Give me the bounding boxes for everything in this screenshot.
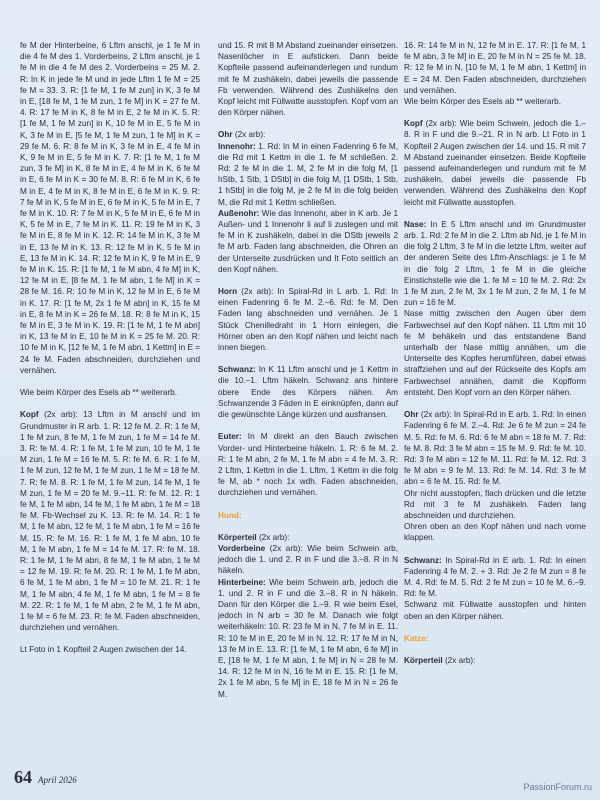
- instructions-hinterbeine: Wie beim Schwein arb, jedoch die 1. und 2. R in F und die 3.–8. R in N häkeln. Dann für den Körper die 1.–9. R wie beim Esel, jedoch in N arb = 30 fe M. Danach wie folgt weiterhäkeln: 10. R: 23 fe M in N, 7 fe M in E. 11. R: 10 fe M in E, 20 fe M in N. 12. R: 17 fe M in N, 13 fe M in E. 13. R: [1 fe M, 1 fe M abn, 6 fe M] in E, [18 fe M, 1 fe M abn, 1 fe M] in N = 28 fe M. 14. R: 12 fe M in N, 16 fe M in E. 15. R: [1 fe M, 2x 1 fe M abn, 5 fe M] in E, 18 fe M in N = 26 fe M.: [218, 577, 398, 699]
- instructions-horn: (2x arb): In Spiral-Rd in L arb. 1. Rd: In einen Fadenring 6 fe M. 2.–6. Rd: fe M. Den Faden lang abschneiden und vernähen. Je 1 Stück Chenilledraht in 1 Horn einlegen, die Hörner oben an den Kopf nähen und leicht nach innen biegen.: [218, 287, 398, 353]
- paragraph: Wie beim Körper des Esels ab ** weiterarb.: [20, 388, 177, 398]
- paragraph: Nase mittig zwischen den Augen über dem Farbwechsel auf den Kopf nähen. 11 Lftm mit 10 fe M behäkeln und das entstandene Band unterhalb der Nase mittig annähen, um die Unterseite des Kopfes herumführen, dabei etwas straffziehen und auf der Rückseite des Kopfs am Farbwechsel annähen, damit die Kopfform entsteht. Den Kopf vorn an den Körper nähen.: [404, 309, 586, 397]
- paragraph: Schwanz mit Füllwatte ausstopfen und hinten oben an den Körper nähen.: [404, 600, 586, 621]
- paragraph: fe M der Hinterbeine, 6 Lftm anschl, je 1 fe M in die 4 fe M des 1. Vorderbeins, 2 Lftm anschl, je 1 fe M in die 4 fe M des 2. Vorderbeins = 25 M. 2. R: In K in jede fe M und in jede Lftm 1 fe M = 25 fe M = 33. 3. R: [1 fe M, 1 fe M zun] in K, 3 fe M in E, [18 fe M, 1 fe M zun, 1 fe M] in K = 27 fe M. 4. R: 17 fe M in K, 8 fe M in E, 2 fe M in K. 5. R: [1 fe M, 1 fe M zun] in K, 10 fe M in E, 5 fe M in K, 3 fe M in E, [5 fe M, 1 fe M zun, 1 fe M] in K = 29 fe M. 6. R: 8 fe M in K, 3 fe M in E, 4 fe M in K, 9 fe M in E, 5 fe M in K. 7. R: [1 fe M, 1 fe M zun, 3 fe M] in K, 8 fe M in E, 4 fe M in K, 6 fe M in E, 6 fe M in K = 30 fe M. 8. R: 6 fe M in K, 6 fe M in E, 4 fe M in K, 8 fe M in E, 6 fe M in K. 9. R: 7 fe M in K, 5 fe M in E, 6 fe M in K, 5 fe M in E, 7 fe M in K. 10. R: 7 fe M in K, 5 fe M in E, 6 fe M in K, 5 fe M in E, 7 fe M in K. 11. R: 19 fe M in K, 3 fe M in E, 8 fe M in K. 12. R: 14 fe M in K, 3 fe M in E, 13 fe M in K. 13. R: 12 fe M in K, 5 fe M in E, 13 fe M in K. 14. R: 12 fe M in K, 9 fe M in E, 9 fe M in K. 15. R: [1 fe M, 1 fe M abn, 4 fe M] in K, 12 fe M in E, [8 fe M, 1 fe M abn, 1 fe M] in K = 28 fe M. 16. R: 10 fe M in K, 12 fe M in E, 6 fe M in K. 17. R: [1 fe M, 2x 1 fe M abn] in K, 15 fe M in E, 8 fe M in K = 26 fe M. 18. R: 8 fe M in K, 15 fe M in E, 3 fe M in K. 19. R: [1 fe M, 1 fe M abn] in K, 13 fe M in E, 10 fe M in K = 25 fe M. 20. R: 10 fe M in K, [12 fe M, 1 fe M abn, 1 Kettm] in E = 24 fe M. Faden abschneiden, durchziehen und vernähen.: [20, 41, 200, 375]
- instructions-koerperteil: (2x arb):: [256, 532, 290, 542]
- paragraph: Ohren oben an den Kopf nähen und nach vorne klappen.: [404, 522, 586, 543]
- heading-schwanz: Schwanz:: [404, 555, 442, 565]
- heading-ohr: Ohr: [404, 410, 419, 420]
- instructions-schwanz: In Spiral-Rd in E arb. 1. Rd: In einen Fadenring 4 fe M. 2. + 3. Rd: Je 2 fe M zun = 8 fe M. 4. Rd: fe M. 5. Rd: 2 fe M zun = 10 fe M. 6.–9. Rd: fe M.: [404, 555, 586, 599]
- instructions-ohr: (2x arb):: [232, 130, 266, 140]
- heading-schwanz: Schwanz:: [218, 365, 256, 375]
- instructions-vorderbeine: (2x arb): Wie beim Schwein arb, jedoch die 1. und 2. R in F und die 3.–8. R in N häkeln.: [218, 543, 398, 576]
- paragraph: [218, 286, 398, 353]
- heading-koerperteil: Körperteil: [404, 655, 443, 665]
- instructions-koerperteil: (2x arb):: [442, 655, 476, 665]
- heading-hinterbeine: Hinterbeine:: [218, 577, 266, 587]
- heading-kopf: Kopf: [404, 119, 423, 129]
- paragraph: [404, 409, 586, 487]
- paragraph: [218, 431, 398, 498]
- instructions-euter: In M direkt an den Bauch zwischen Vorder- und Hinterbeine häkeln. 1. R: 6 fe M. 2. R: 1 fe M abn, 2 fe M, 1 fe M abn = 4 fe M. 3. R: 2 Lftm, 1 Kettm in die 1. Lftm, 1 Kettm in die folg fe M, ab * noch 1x wdh. Faden abschneiden, durchziehen und vernähen.: [218, 432, 398, 498]
- heading-aussenohr: Außenohr:: [218, 208, 260, 218]
- paragraph: und 15. R mit 8 M Abstand zueinander einsetzen. Nasenlöcher in E aufsticken. Dann beide Kopfteile passend aufeinanderlegen und rundum mit fe M zushäkeln, dabei jeweils die passende Fb verwenden. Während des Zushäkelns den Kopf leicht mit Füllwatte ausstopfen. Kopf vorn an den Körper nähen.: [218, 41, 398, 118]
- paragraph: [218, 141, 398, 208]
- heading-vorderbeine: Vorderbeine: [218, 543, 266, 553]
- instructions-ohr: (2x arb): In Spiral-Rd in E arb. 1. Rd: In einen Fadenring 6 fe M. 2.–4. Rd: Je 6 fe M zun = 24 fe M. 5. Rd: fe M. 6. Rd: 6 fe M abn = 18 fe M. 7. Rd: fe M. 8. Rd: 3 fe M abn = 15 fe M. 9. Rd: fe M. 10. Rd: 3 fe M abn = 12 fe M. 11. Rd: fe M. 12. Rd: 3 fe M abn = 9 fe M. 13. Rd: fe M. 14. Rd: 3 fe M abn = 6 fe M. 15. Rd: fe M.: [404, 410, 586, 487]
- heading-horn: Horn: [218, 287, 238, 297]
- heading-innenohr: Innenohr:: [218, 141, 256, 151]
- paragraph: Ohr nicht ausstopfen, flach drücken und die letzte Rd mit 3 fe M zushäkeln. Faden lang abschneiden und durchziehen.: [404, 488, 586, 520]
- paragraph: [218, 129, 398, 140]
- section-heading-hund: Hund:: [218, 510, 242, 520]
- text-column-2: [218, 40, 398, 700]
- heading-euter: Euter:: [218, 432, 242, 442]
- paragraph: [404, 655, 586, 666]
- heading-ohr: Ohr: [218, 130, 233, 140]
- paragraph: Wie beim Körper des Esels ab ** weiterarb.: [404, 97, 561, 107]
- paragraph: [404, 118, 586, 208]
- paragraph: 16. R: 14 fe M in N, 12 fe M in E. 17. R: [1 fe M, 1 fe M abn, 3 fe M] in E, 20 fe M in N = 25 fe M. 18. R: 12 fe M in N, [10 fe M, 1 fe M abn, 1 Kettm] in E = 24 M. Den Faden abschneiden, durchziehen und vernähen.: [404, 41, 586, 95]
- page-footer: [14, 767, 77, 788]
- instructions-nase: In E 5 Lftm anschl und im Grundmuster arb. 1. Rd: 2 fe M in die 2. Lftm ab Nd, je 1 fe M in die folg 2 Lftm, 3 fe M in die letzte Lftm, weiter auf der anderen Seite des Lftm-Anschlags: je 1 fe M in die folg 2 Lftm, 1 fe M in die gleiche Einstichstelle wie die 1. fe M = 10 fe M. 2. Rd: 2x 1 fe M zun, 2 fe M, 3x 1 fe M zun, 2 fe M, 1 fe M zun = 16 fe M.: [404, 219, 586, 308]
- instructions-innenohr: 1. Rd: In M in einen Fadenring 6 fe M, die Rd mit 1 Kettm in die 1. fe M schließen. 2. Rd: 2 fe M in die 1. M, 2 fe M in die folg M, [1 hStb, 1 Stb, 1 DStb] in die folg M, [1 DStb, 1 Stb, 1 hStb] in die folg M, je 2 fe M in die folg beiden M, die Rd mit 1 Kettm schließen.: [218, 141, 398, 207]
- page-number: 64: [14, 767, 32, 787]
- paragraph: [404, 219, 586, 309]
- heading-nase: Nase:: [404, 219, 427, 229]
- heading-kopf: Kopf: [20, 410, 39, 420]
- heading-koerperteil: Körperteil: [218, 532, 257, 542]
- paragraph: [218, 543, 398, 577]
- paragraph: [218, 364, 398, 420]
- instructions-schwanz: In K 11 Lftm anschl und je 1 Kettm in die 10.–1. Lftm häkeln. Schwanz ans hintere obere Ende des Körpers nähen. Am Schwanzende 3 Fäden in E einknüpfen, dann auf die gewünschte Länge kürzen und ausfransen.: [218, 365, 398, 420]
- paragraph: [218, 577, 398, 700]
- instructions-kopf: (2x arb): 13 Lftm in M anschl und im Grundmuster in R arb. 1. R: 12 fe M. 2. R: 1 fe M, 1 fe M zun, 8 fe M, 1 fe M zun, 1 fe M = 14 fe M. 3. R: fe M. 4. R: 1 fe M, 1 fe M zun, 10 fe M, 1 fe M zun, 1 fe M = 16 fe M. 5. R: fe M. 6. R: 1 fe M, 1 fe M zun, 12 fe M, 1 fe M zun, 1 fe M = 18 fe M. 7. R: fe M. 8. R: 1 fe M, 1 fe M zun, 14 fe M, 1 fe M zun, 1 fe M = 20 fe M. 9.–11. R: fe M. 12. R: 1 fe M, 1 fe M abn, 14 fe M, 1 fe M abn, 1 fe M = 18 fe M. Fb-Wechsel zu K. 13. R: fe M. 14. R: 1 fe M, 1 fe M abn, 12 fe M, 1 fe M abn, 1 fe M = 16 fe M. 15. R: fe M. 16. R: 1 fe M, 1 fe M abn, 10 fe M, 1 fe M abn, 1 fe M = 14 fe M. 17. R: fe M. 18. R: 1 fe M, 1 fe M abn, 8 fe M, 1 fe M abn, 1 fe M = 12 fe M. 19. R: fe M. 20. R: 1 fe M, 1 fe M abn, 6 fe M, 1 fe M abn, 1 fe M = 10 fe M. 21. R: 1 fe M, 1 fe M abn, 4 fe M, 1 fe M abn, 1 fe M = 8 fe M. 22. R: 1 fe M, 1 fe M abn, 2 fe M, 1 fe M abn, 1 fe M = 6 fe M. 23. R: fe M. Faden abschneiden, durchziehen und vernähen.: [20, 410, 200, 633]
- paragraph: [20, 409, 200, 633]
- paragraph: [218, 208, 398, 275]
- text-column-3: [404, 40, 586, 666]
- section-heading-katze: Katze:: [404, 633, 429, 643]
- instructions-kopf: (2x arb): Wie beim Schwein, jedoch die 1.–8. R in F und die 9.–21. R in N arb. Lt Foto in 1 Kopfteil 2 Augen zwischen der 14. und 15. R mit 7 M Abstand zueinander einsetzen. Beide Kopfteile passend aufeinanderlegen und rundum mit fe M zushäkeln, dabei jeweils die passende Fb verwenden. Während des Zushäkelns den Kopf leicht mit Füllwatte ausstopfen.: [404, 119, 586, 207]
- watermark: PassionForum.ru: [523, 782, 592, 792]
- paragraph: [218, 532, 398, 543]
- text-column-1: [20, 40, 200, 656]
- issue-date: April 2026: [38, 775, 77, 785]
- instructions-aussenohr: Wie das Innenohr, aber in K arb. Je 1 Außen- und 1 Innenohr li auf li zuslegen und mit fe M in K zushäkeln, dabei in die DStb jeweils 2 fe M arb. Faden lang abschneiden, die Ohren an der Unterseite zusdrücken und lt Foto seitlich an den Kopf nähen.: [218, 208, 398, 274]
- paragraph: [404, 555, 586, 600]
- paragraph: Lt Foto in 1 Kopfteil 2 Augen zwischen der 14.: [20, 645, 187, 655]
